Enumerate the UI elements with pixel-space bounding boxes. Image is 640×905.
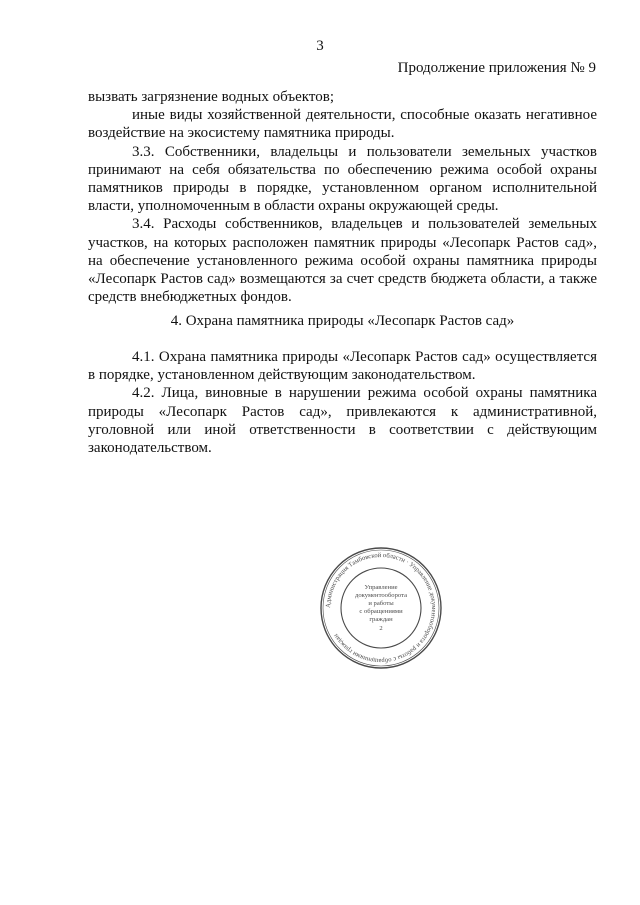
paragraph-3-3: 3.3. Собственники, владельцы и пользователи земельных участков принимают на себя обязательства по обеспечению режима особой охраны памятников природы в порядке, установленном органом исполнительной власти, уполномоченным в области охраны окружающей среды. xyxy=(88,143,597,215)
svg-text:Управление: Управление xyxy=(364,584,398,591)
svg-text:Администрация Тамбовской облас: Администрация Тамбовской области · Управление документооборота и работы с обращениями граждан xyxy=(324,551,438,665)
appendix-continuation-note: Продолжение приложения № 9 xyxy=(397,60,596,76)
paragraph-3-4: 3.4. Расходы собственников, владельцев и пользователей земельных участков, на которых расположен памятник природы «Лесопарк Растов сад», на обеспечение установленного режима особой охраны памятника природы «Лесопарк Растов сад» возмещаются за счет средств бюджета области, а также средств внебюджетных фондов. xyxy=(88,216,597,306)
section-4-heading: 4. Охрана памятника природы «Лесопарк Растов сад» xyxy=(170,313,515,329)
page-number: 3 xyxy=(316,38,324,54)
svg-text:документооборота: документооборота xyxy=(354,592,408,599)
svg-text:граждан: граждан xyxy=(369,616,393,623)
round-seal-stamp xyxy=(318,545,444,671)
paragraph-other-activities: иные виды хозяйственной деятельности, способные оказать негативное воздействие на экосистему памятника природы. xyxy=(88,107,597,142)
text-block-section-4 xyxy=(88,348,597,457)
paragraph-water-pollution: вызвать загрязнение водных объектов; xyxy=(88,89,334,105)
svg-text:2: 2 xyxy=(379,625,383,632)
paragraph-4-2: 4.2. Лица, виновные в нарушении режима особой охраны памятника природы «Лесопарк Растов сад», привлекаются к административной, уголовной или иной ответственности в соответствии с действующим законодательством. xyxy=(88,385,597,457)
paragraph-4-1: 4.1. Охрана памятника природы «Лесопарк Растов сад» осуществляется в порядке, установленном действующим законодательством. xyxy=(88,349,597,384)
svg-text:с обращениями: с обращениями xyxy=(359,608,403,615)
svg-text:и работы: и работы xyxy=(368,600,394,607)
text-block-section-3 xyxy=(88,88,597,306)
